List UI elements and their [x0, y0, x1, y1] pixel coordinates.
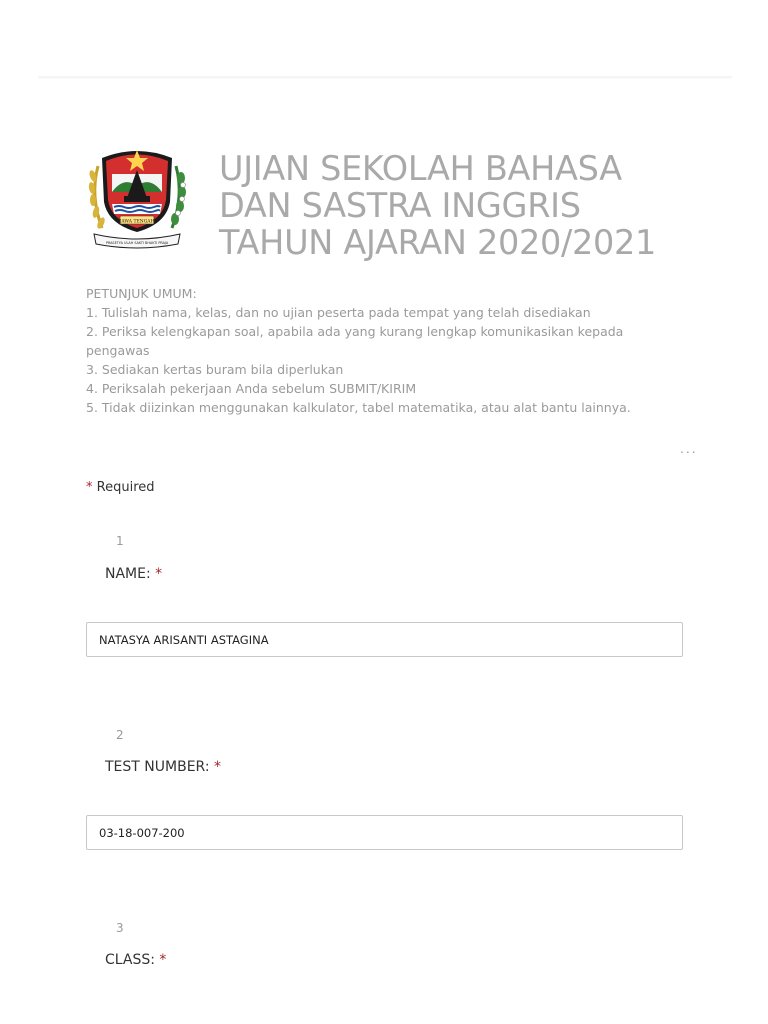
logo-banner-text: JAWA TENGAH [119, 219, 155, 225]
name-input[interactable] [86, 622, 683, 657]
question-1-label [105, 566, 162, 582]
question-1-text: NAME: [105, 566, 151, 582]
form-instructions [86, 284, 666, 417]
instructions-heading: PETUNJUK UMUM: [86, 286, 197, 301]
question-2-text: TEST NUMBER: [105, 759, 210, 775]
required-note [86, 480, 155, 495]
instruction-item-4: 4. Periksalah pekerjaan Anda sebelum SUBMIT/KIRIM [86, 381, 417, 396]
jawa-tengah-emblem-logo [84, 136, 190, 250]
test-number-input[interactable] [86, 815, 683, 850]
form-title-line-2: DAN SASTRA INGGRIS [219, 186, 581, 226]
question-3-label [105, 952, 166, 968]
required-label: Required [96, 480, 155, 495]
question-3-text: CLASS: [105, 952, 155, 968]
form-title-line-3: TAHUN AJARAN 2020/2021 [219, 223, 657, 263]
form-title [219, 150, 739, 261]
question-1-required-star: * [155, 566, 163, 582]
question-2-required-star: * [214, 759, 222, 775]
question-3-required-star: * [159, 952, 167, 968]
instruction-item-3: 3. Sediakan kertas buram bila diperlukan [86, 362, 344, 377]
question-1-number: 1 [116, 534, 124, 548]
top-divider [38, 76, 732, 79]
form-title-line-1: UJIAN SEKOLAH BAHASA [219, 149, 622, 189]
instruction-item-1: 1. Tulislah nama, kelas, dan no ujian peserta pada tempat yang telah disediakan [86, 305, 591, 320]
logo-ribbon-text: PRASETYA ULAH SAKTI BHAKTI PRAJA [105, 241, 169, 245]
question-2-label [105, 759, 221, 775]
question-2-number: 2 [116, 728, 124, 742]
question-3-number: 3 [116, 921, 124, 935]
instruction-item-5: 5. Tidak diizinkan menggunakan kalkulator, tabel matematika, atau alat bantu lainnya. [86, 400, 631, 415]
required-star: * [86, 480, 93, 495]
more-options-button[interactable]: ... [680, 440, 698, 456]
instruction-item-2: 2. Periksa kelengkapan soal, apabila ada yang kurang lengkap komunikasikan kepada pengawas [86, 324, 624, 358]
